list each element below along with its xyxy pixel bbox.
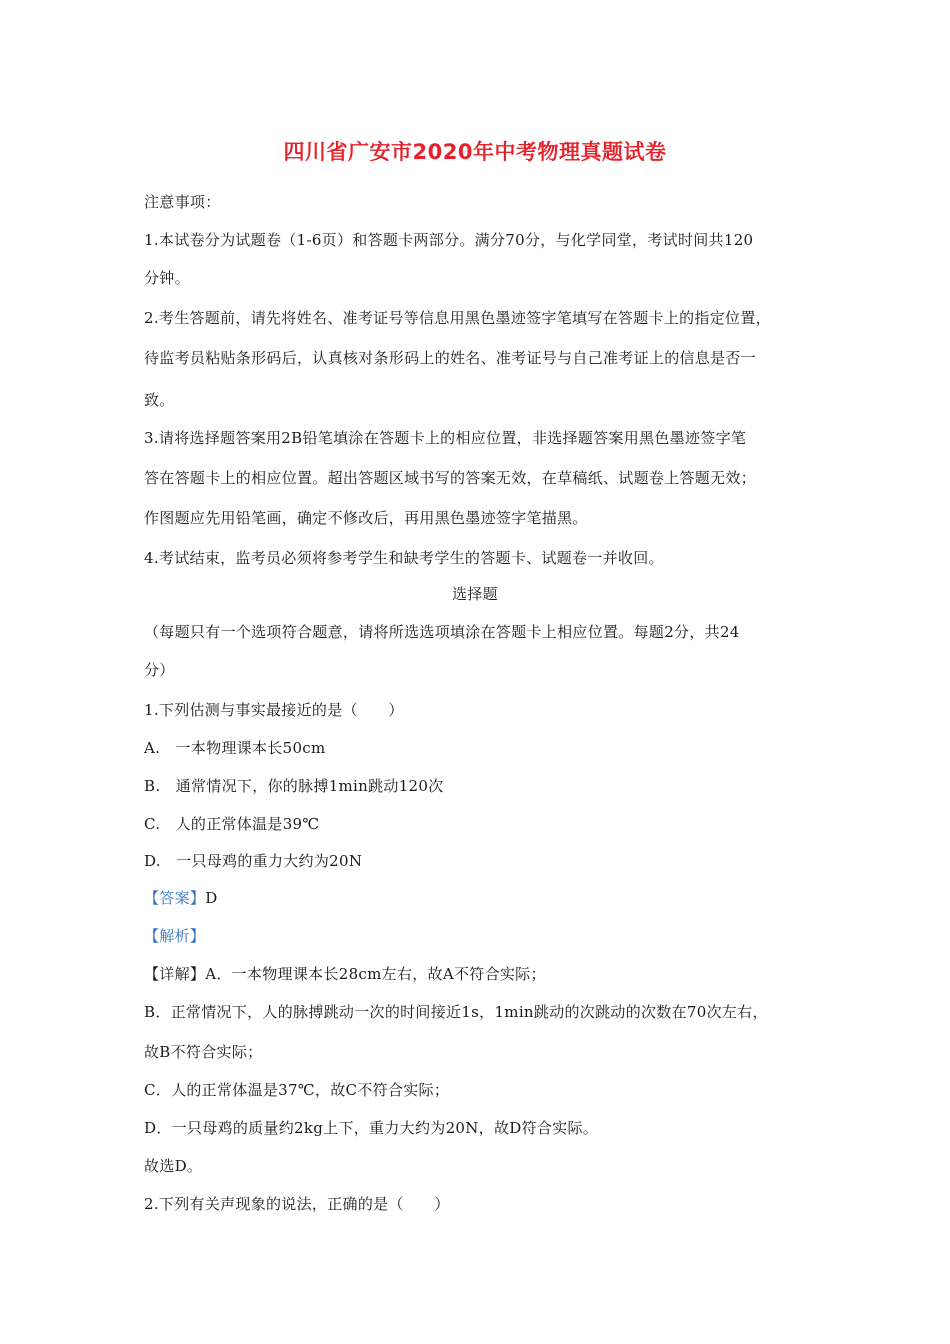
note-item-1-line-1: 1.本试卷分为试题卷（1-6页）和答题卡两部分。满分70分，与化学同堂，考试时间共120 bbox=[144, 231, 754, 249]
note-item-2-line-1: 2.考生答题前，请先将姓名、准考证号等信息用黑色墨迹签字笔填写在答题卡上的指定位置， bbox=[144, 309, 771, 327]
question-1-detail-b-line-2: 故B不符合实际； bbox=[144, 1043, 263, 1061]
question-1-option-b: B. 通常情况下，你的脉搏1min跳动120次 bbox=[144, 777, 444, 795]
notes-heading: 注意事项： bbox=[144, 193, 221, 211]
question-1-detail-d: D．一只母鸡的质量约2kg上下，重力大约为20N，故D符合实际。 bbox=[144, 1119, 599, 1137]
note-item-3-line-3: 作图题应先用铅笔画，确定不修改后，再用黑色墨迹签字笔描黑。 bbox=[144, 509, 588, 527]
note-item-2-line-3: 致。 bbox=[144, 391, 175, 409]
question-1-option-c: C. 人的正常体温是39℃ bbox=[144, 815, 320, 833]
question-1-analysis bbox=[144, 926, 824, 946]
section-title: 选择题 bbox=[452, 585, 498, 603]
detail-a-text: A．一本物理课本长28cm左右，故A不符合实际； bbox=[205, 965, 546, 983]
answer-value: D bbox=[205, 889, 218, 907]
question-1-stem: 1.下列估测与事实最接近的是（ ） bbox=[144, 701, 404, 719]
note-item-1-line-2: 分钟。 bbox=[144, 269, 190, 287]
section-instruction-line-2: 分） bbox=[144, 661, 175, 679]
note-item-3-line-1: 3.请将选择题答案用2B铅笔填涂在答题卡上的相应位置，非选择题答案用黑色墨迹签字笔 bbox=[144, 429, 747, 447]
question-1-detail-b-line-1: B．正常情况下，人的脉搏跳动一次的时间接近1s，1min跳动的次跳动的次数在70次左右， bbox=[144, 1003, 768, 1021]
note-item-4: 4.考试结束，监考员必须将参考学生和缺考学生的答题卡、试题卷一并收回。 bbox=[144, 549, 664, 567]
page-title: 四川省广安市2020年中考物理真题试卷 bbox=[283, 140, 667, 164]
question-1-option-a: A. 一本物理课本长50cm bbox=[144, 739, 326, 757]
question-1-detail-c: C．人的正常体温是37℃，故C不符合实际； bbox=[144, 1081, 450, 1099]
question-1-answer bbox=[144, 888, 824, 908]
question-1-conclusion: 故选D。 bbox=[144, 1157, 203, 1175]
question-2-stem: 2.下列有关声现象的说法，正确的是（ ） bbox=[144, 1195, 450, 1213]
question-1-detail-a bbox=[144, 964, 824, 984]
section-instruction-line-1: （每题只有一个选项符合题意，请将所选选项填涂在答题卡上相应位置。每题2分，共24 bbox=[144, 623, 740, 641]
note-item-3-line-2: 答在答题卡上的相应位置。超出答题区域书写的答案无效，在草稿纸、试题卷上答题无效； bbox=[144, 469, 757, 487]
note-item-2-line-2: 待监考员粘贴条形码后，认真核对条形码上的姓名、准考证号与自己准考证上的信息是否一 bbox=[144, 349, 757, 367]
detail-tag: 【详解】 bbox=[144, 965, 206, 983]
question-1-option-d: D. 一只母鸡的重力大约为20N bbox=[144, 852, 363, 870]
answer-tag: 【答案】 bbox=[144, 889, 206, 907]
analysis-tag: 【解析】 bbox=[144, 927, 206, 945]
